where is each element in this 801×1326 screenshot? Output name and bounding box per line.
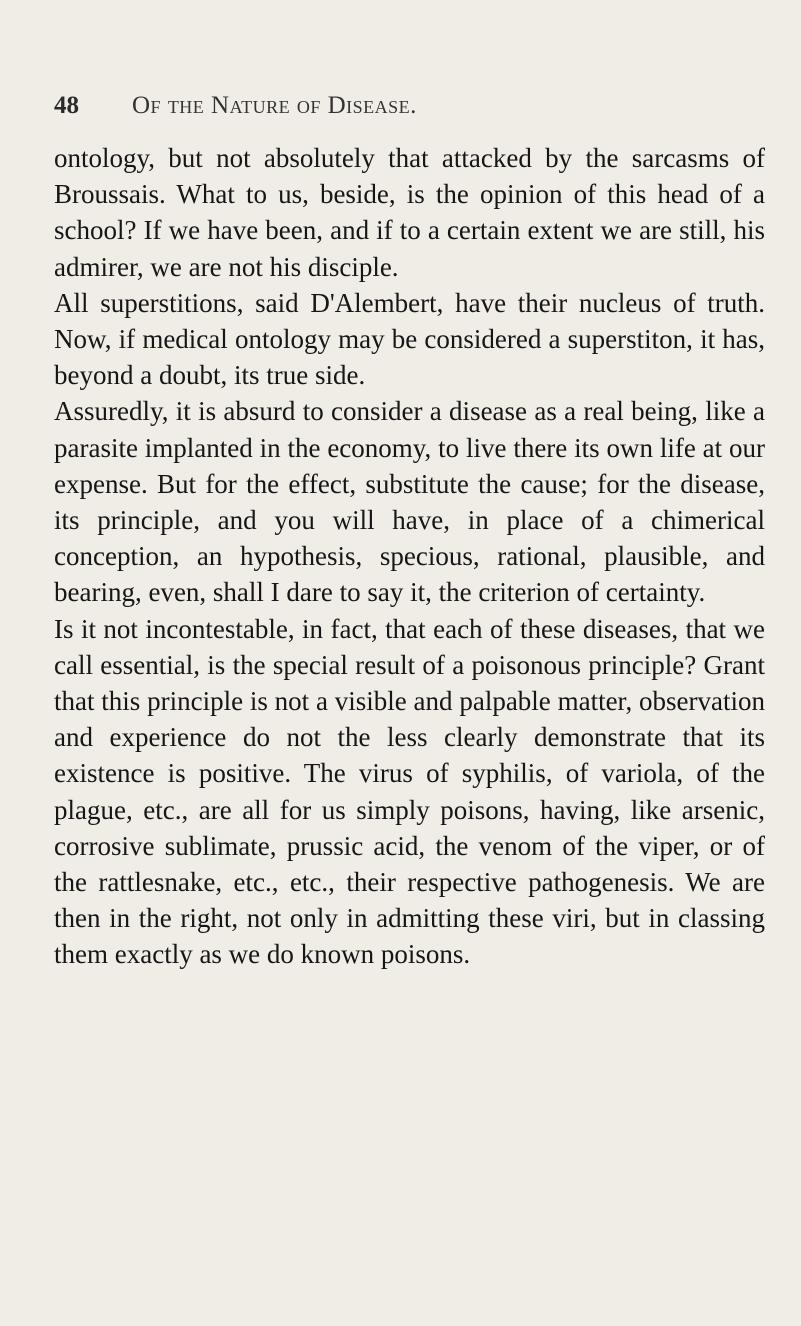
running-head: Of the Nature of Disease. (132, 92, 417, 119)
paragraph: ontology, but not absolutely that attacked by the sarcasms of Broussais. What to us, beside, is the opinion of this head of a school? If we have been, and if to a certain extent we are still, his admirer, we are not his disciple. (54, 143, 765, 282)
paragraph: Is it not incontestable, in fact, that each of these diseases, that we call essential, is the special result of a poisonous principle? Grant that this principle is not a visible and palpable matter, observation and experience do not the less clearly demonstrate that its existence is positive. The virus of syphilis, of variola, of the plague, etc., are all for us simply poisons, having, like arsenic, corrosive sublimate, prussic acid, the venom of the viper, or of the rattlesnake, etc., etc., their respective pathogenesis. We are then in the right, not only in admitting these viri, but in classing them exactly as we do known poisons. (54, 613, 765, 970)
paragraph: All superstitions, said D'Alembert, have their nucleus of truth. Now, if medical ontology may be considered a superstiton, it has, beyond a doubt, its true side. (54, 287, 765, 391)
page-header (54, 92, 765, 134)
body-text (54, 140, 765, 973)
paragraph: Assuredly, it is absurd to consider a disease as a real being, like a parasite implanted in the economy, to live there its own life at our expense. But for the effect, substitute the cause; for the disease, its principle, and you will have, in place of a chimerical conception, an hypothesis, specious, rational, plausible, and bearing, even, shall I dare to say it, the criterion of certainty. (54, 396, 765, 608)
page-number: 48 (54, 92, 79, 119)
